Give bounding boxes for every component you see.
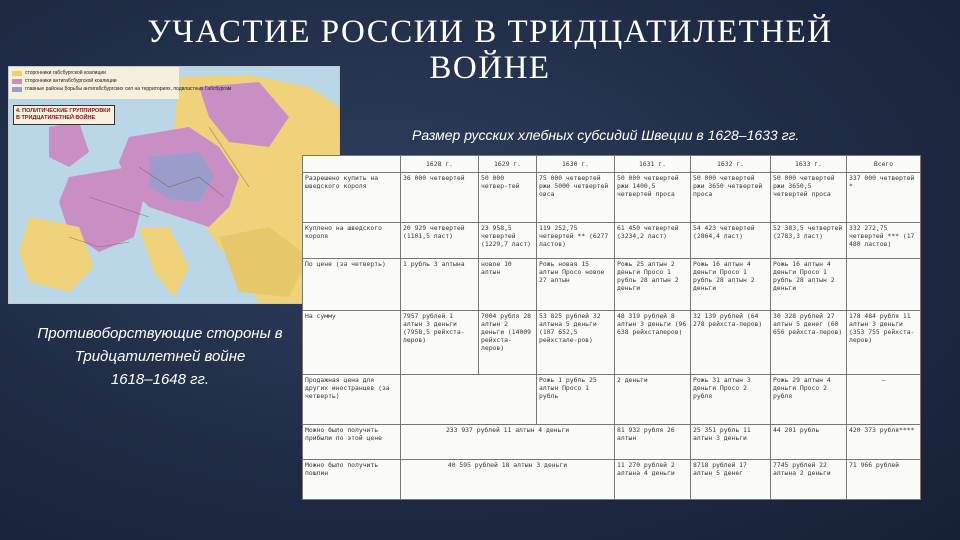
table-cell: 178 484 рубля 11 алтын 3 деньги (353 755 рейхста-леров): [847, 311, 921, 375]
column-header: 1630 г.: [537, 156, 615, 173]
table-cell: 420 373 рубля****: [847, 425, 921, 460]
europe-map-image: [9, 67, 339, 303]
table-cell: —: [847, 375, 921, 425]
row-label: По цене (за четверть): [303, 259, 401, 311]
row-label: Можно было получить пошлин: [303, 459, 401, 499]
war-map: [8, 66, 340, 304]
row-label: Продажная цена для других иностранцев (за четверть): [303, 375, 401, 425]
row-label: Можно было получить прибыли по этой цене: [303, 425, 401, 460]
table-cell: 2 деньги: [615, 375, 691, 425]
map-legend: [9, 67, 232, 99]
column-header: 1631 г.: [615, 156, 691, 173]
table-cell: 30 328 рублей 27 алтын 5 денег (60 656 рейхста-леров): [771, 311, 847, 375]
table-cell: 44 201 рубль: [771, 425, 847, 460]
table-cell: Рожь 16 алтын 4 деньги Просо 1 рубль 28 алтын 2 деньги: [691, 259, 771, 311]
row-label: Куплено на шведского короля: [303, 222, 401, 259]
table-cell: 48 319 рублей 8 алтын 3 деньги (96 638 рейхсталеров): [615, 311, 691, 375]
slide-title-line1: УЧАСТИЕ РОССИИ В ТРИДЦАТИЛЕТНЕЙ: [147, 14, 833, 50]
table-cell: 61 450 четвертей (3234,2 ласт): [615, 222, 691, 259]
column-header: 1629 г.: [479, 156, 537, 173]
table-cell: Рожь 31 алтын 3 деньги Просо 2 рубля: [691, 375, 771, 425]
column-header: 1632 г.: [691, 156, 771, 173]
table-cell: Рожь 29 алтын 4 деньги Просо 2 рубля: [771, 375, 847, 425]
column-header: 1633 г.: [771, 156, 847, 173]
subsidy-table-image: [302, 155, 920, 500]
table-cell: 332 272,75 четвертей *** (17 480 ластов): [847, 222, 921, 259]
table-cell: 53 825 рублей 32 алтына 5 деньги (107 652,5 рейхстале-ров): [537, 311, 615, 375]
table-cell: 8718 рублей 17 алтын 5 денег: [691, 459, 771, 499]
map-title: 4. ПОЛИТИЧЕСКИЕ ГРУППИРОВКИ В ТРИДЦАТИЛЕТНЕЙ ВОЙНЕ: [13, 105, 115, 125]
table-cell: 75 000 четвертей ржи 5000 четвертей овса: [537, 173, 615, 223]
table-cell: 71 966 рублей: [847, 459, 921, 499]
legend-text: сторонники антигабсбургской коалиции: [25, 78, 117, 84]
table-row: [303, 375, 921, 425]
table-cell: 25 351 рубль 11 алтын 3 деньги: [691, 425, 771, 460]
table-row: [303, 222, 921, 259]
table-row: [303, 459, 921, 499]
row-label: Разрешено купить на шведского короля: [303, 173, 401, 223]
table-cell: 7004 рубля 28 алтын 2 деньги (14009 рейхста-леров): [479, 311, 537, 375]
table-cell: 233 937 рублей 11 алтын 4 деньги: [401, 425, 615, 460]
map-caption: [20, 322, 300, 391]
table-cell: [401, 375, 537, 425]
table-cell: Рожь новая 15 алтын Просо новое 27 алтын: [537, 259, 615, 311]
table-cell: Рожь 1 рубль 25 алтын Просо 1 рубль: [537, 375, 615, 425]
map-caption-line: Тридцатилетней войне: [74, 348, 246, 365]
table-caption: Размер русских хлебных субсидий Швеции в 1628–1633 гг.: [412, 127, 800, 143]
legend-swatch: [12, 87, 22, 92]
table-cell: 11 270 рублей 2 алтына 4 деньги: [615, 459, 691, 499]
table-header-row: [303, 156, 921, 173]
table-cell: 1 рубль 3 алтына: [401, 259, 479, 311]
row-label: На сумму: [303, 311, 401, 375]
table-cell: 7957 рублей 1 алтын 3 деньги (7958,5 рейхста-леров): [401, 311, 479, 375]
table-row: [303, 259, 921, 311]
legend-swatch: [12, 71, 22, 76]
map-caption-line: 1618–1648 гг.: [110, 371, 210, 388]
table-cell: [847, 259, 921, 311]
table-cell: 20 929 четвертей (1101,5 ласт): [401, 222, 479, 259]
table-cell: 40 595 рублей 18 алтын 3 деньги: [401, 459, 615, 499]
table-row: [303, 311, 921, 375]
table-cell: 52 383,5 четвертей (2783,3 ласт): [771, 222, 847, 259]
column-header: [303, 156, 401, 173]
table-cell: Рожь 16 алтын 4 деньги Просо 1 рубль 28 алтын 2 деньги: [771, 259, 847, 311]
table-cell: 50 000 четвертей ржи 3650,5 четвертей проса: [771, 173, 847, 223]
column-header: Всего: [847, 156, 921, 173]
subsidy-table: [302, 155, 921, 500]
table-cell: 50 000 четвертей ржи 1400,5 четвертей проса: [615, 173, 691, 223]
table-cell: 23 958,5 четвертей (1229,7 ласт): [479, 222, 537, 259]
legend-swatch: [12, 79, 22, 84]
table-row: [303, 173, 921, 223]
table-cell: 337 000 четвертей *: [847, 173, 921, 223]
table-cell: 50 000 четвер-тей: [479, 173, 537, 223]
table-cell: 119 252,75 четвертей ** (6277 ластов): [537, 222, 615, 259]
legend-item: [12, 69, 176, 77]
table-cell: 50 000 четвертей ржи 3650 четвертей проса: [691, 173, 771, 223]
legend-item: [12, 77, 176, 85]
table-cell: новое 10 алтын: [479, 259, 537, 311]
map-caption-line: Противоборствующие стороны в: [37, 325, 283, 342]
table-cell: 81 932 рубля 26 алтын: [615, 425, 691, 460]
table-cell: 7745 рублей 22 алтына 2 деньги: [771, 459, 847, 499]
column-header: 1628 г.: [401, 156, 479, 173]
table-cell: 54 423 четвертей (2864,4 ласт): [691, 222, 771, 259]
table-row: [303, 425, 921, 460]
table-cell: 32 139 рублей (64 278 рейхста-леров): [691, 311, 771, 375]
legend-text: главные районы борьбы антигабсбургских сил на территориях, подвластных Габсбургам: [25, 86, 232, 92]
table-cell: Рожь 25 алтын 2 деньги Просо 1 рубль 28 алтын 2 деньги: [615, 259, 691, 311]
table-cell: 36 000 четвертей: [401, 173, 479, 223]
legend-text: сторонники габсбургской коалиции: [25, 70, 106, 76]
slide-title-line2: ВОЙНЕ: [429, 50, 551, 86]
legend-item: [12, 85, 232, 93]
